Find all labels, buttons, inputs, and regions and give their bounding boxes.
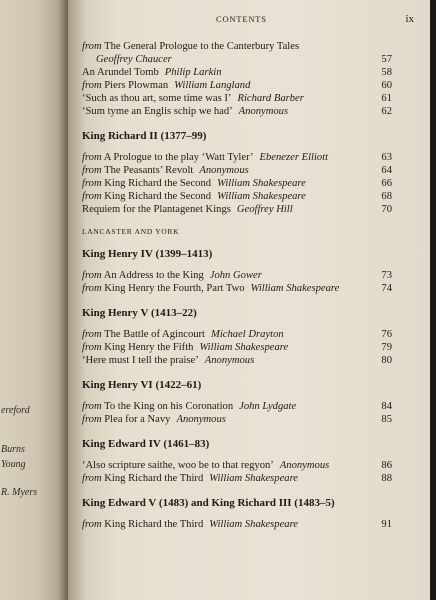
section-heading: King Henry V (1413–22) (82, 307, 197, 319)
entry-title: King Richard the Second (104, 178, 212, 189)
entry-title: The General Prologue to the Canterbury Tales (104, 41, 300, 52)
left-page-fragment: ereford (1, 405, 30, 416)
toc-entry (82, 177, 392, 190)
entry-title: The Peasants’ Revolt (104, 165, 194, 176)
entry-prefix: from (82, 414, 102, 425)
entry-prefix: from (82, 41, 102, 52)
entry-title: ‘Such as thou art, some time was I’ (82, 93, 232, 104)
toc-entry (82, 341, 392, 354)
entry-author: John Gower (209, 270, 262, 281)
entry-page-number: 57 (381, 54, 392, 65)
entry-author: William Shakespeare (209, 473, 299, 484)
entry-page-number: 74 (381, 283, 392, 294)
entry-prefix: from (82, 165, 102, 176)
toc-entry (82, 190, 392, 203)
entry-prefix: from (82, 473, 102, 484)
contents-page (68, 0, 430, 600)
entry-page-number: 84 (381, 401, 392, 412)
left-page-fragment: Burns (1, 444, 25, 455)
toc-entry (82, 354, 392, 367)
entry-prefix: from (82, 178, 102, 189)
toc-entry (82, 79, 392, 92)
toc-entry (82, 400, 392, 413)
entry-page-number: 63 (381, 152, 392, 163)
toc-entry (82, 518, 392, 531)
entry-title: The Battle of Agincourt (104, 329, 206, 340)
toc-entry (82, 269, 392, 282)
toc-entry (82, 92, 392, 105)
entry-title: King Richard the Second (104, 191, 212, 202)
entry-page-number: 80 (381, 355, 392, 366)
entry-title: Plea for a Navy (104, 414, 171, 425)
toc-entry (82, 472, 392, 485)
entry-author: John Lydgate (239, 401, 297, 412)
entry-prefix: from (82, 152, 102, 163)
entry-page-number: 79 (381, 342, 392, 353)
entry-page-number: 86 (381, 460, 392, 471)
entry-prefix: from (82, 270, 102, 281)
entry-prefix: from (82, 80, 102, 91)
entry-title: King Henry the Fourth, Part Two (104, 283, 245, 294)
toc-entry (82, 40, 392, 53)
entry-page-number: 58 (381, 67, 392, 78)
entry-group (82, 459, 392, 485)
entry-author: William Shakespeare (250, 283, 340, 294)
entry-prefix: from (82, 342, 102, 353)
toc-entry (82, 164, 392, 177)
table-of-contents (82, 40, 392, 533)
entry-page-number: 85 (381, 414, 392, 425)
entry-author: Anonymous (176, 414, 226, 425)
entry-prefix: from (82, 401, 102, 412)
entry-group (82, 269, 392, 295)
toc-entry (82, 151, 392, 164)
toc-entry (82, 203, 392, 216)
entry-title: King Richard the Third (104, 519, 204, 530)
entry-prefix: from (82, 191, 102, 202)
entry-page-number: 70 (381, 204, 392, 215)
entry-page-number: 68 (381, 191, 392, 202)
left-page-fragment: R. Myers (1, 487, 38, 498)
running-head (68, 14, 430, 28)
entry-title: Piers Plowman (104, 80, 169, 91)
entry-author: Anonymous (204, 355, 255, 366)
entry-title: King Henry the Fifth (104, 342, 194, 353)
entry-group (82, 40, 392, 118)
entry-title: To the King on his Coronation (104, 401, 234, 412)
entry-page-number: 76 (381, 329, 392, 340)
left-page-edge (0, 0, 68, 600)
entry-title: A Prologue to the play ‘Watt Tyler’ (103, 152, 254, 163)
entry-prefix: from (82, 329, 102, 340)
toc-entry (82, 282, 392, 295)
entry-prefix: from (82, 519, 102, 530)
entry-title: ‘Sum tyme an Englis schip we had’ (82, 106, 233, 117)
entry-page-number: 62 (381, 106, 392, 117)
entry-author: William Shakespeare (199, 342, 289, 353)
toc-entry (82, 413, 392, 426)
entry-author: Ebenezer Elliott (259, 152, 329, 163)
toc-entry (82, 66, 392, 79)
left-page-fragment: Young (1, 459, 26, 470)
entry-page-number: 60 (381, 80, 392, 91)
entry-title: An Address to the King (103, 270, 204, 281)
section-heading: King Henry IV (1399–1413) (82, 248, 213, 260)
toc-entry (82, 105, 392, 118)
entry-page-number: 64 (381, 165, 392, 176)
entry-author: Richard Barber (237, 93, 304, 104)
running-head-title: CONTENTS (216, 14, 267, 24)
entry-title: King Richard the Third (104, 473, 204, 484)
entry-group (82, 328, 392, 367)
toc-entry (82, 328, 392, 341)
entry-page-number: 88 (381, 473, 392, 484)
entry-author: Michael Drayton (211, 329, 284, 340)
entry-author: Anonymous (238, 106, 289, 117)
entry-group (82, 400, 392, 426)
entry-group (82, 151, 392, 216)
entry-title: Requiem for the Plantagenet Kings (82, 204, 231, 215)
entry-author: William Shakespeare (209, 519, 299, 530)
entry-author: Anonymous (279, 460, 330, 471)
entry-author: William Shakespeare (217, 178, 306, 189)
entry-author: Geoffrey Chaucer (96, 54, 172, 65)
entry-page-number: 91 (381, 519, 392, 530)
section-heading: King Edward IV (1461–83) (82, 438, 210, 450)
entry-prefix: from (82, 283, 102, 294)
page-number: ix (405, 13, 414, 25)
entry-author: Geoffrey Hill (236, 204, 293, 215)
section-heading: King Henry VI (1422–61) (82, 379, 202, 391)
entry-title: An Arundel Tomb (82, 67, 159, 78)
entry-page-number: 66 (381, 178, 392, 189)
section-heading: King Richard II (1377–99) (82, 130, 207, 142)
entry-author: Anonymous (199, 165, 249, 176)
toc-entry (82, 459, 392, 472)
entry-title: ‘Also scripture saithe, woo be to that regyon’ (82, 460, 274, 471)
entry-author: William Langland (174, 80, 251, 91)
section-heading: King Edward V (1483) and King Richard III (1483–5) (82, 497, 335, 509)
part-heading: LANCASTER AND YORK (82, 227, 180, 236)
entry-page-number: 73 (381, 270, 392, 281)
entry-group (82, 518, 392, 531)
entry-page-number: 61 (381, 93, 392, 104)
entry-author: William Shakespeare (217, 191, 306, 202)
entry-title: ‘Here must I tell the praise’ (82, 355, 199, 366)
toc-entry (82, 53, 392, 66)
entry-author: Philip Larkin (164, 67, 222, 78)
